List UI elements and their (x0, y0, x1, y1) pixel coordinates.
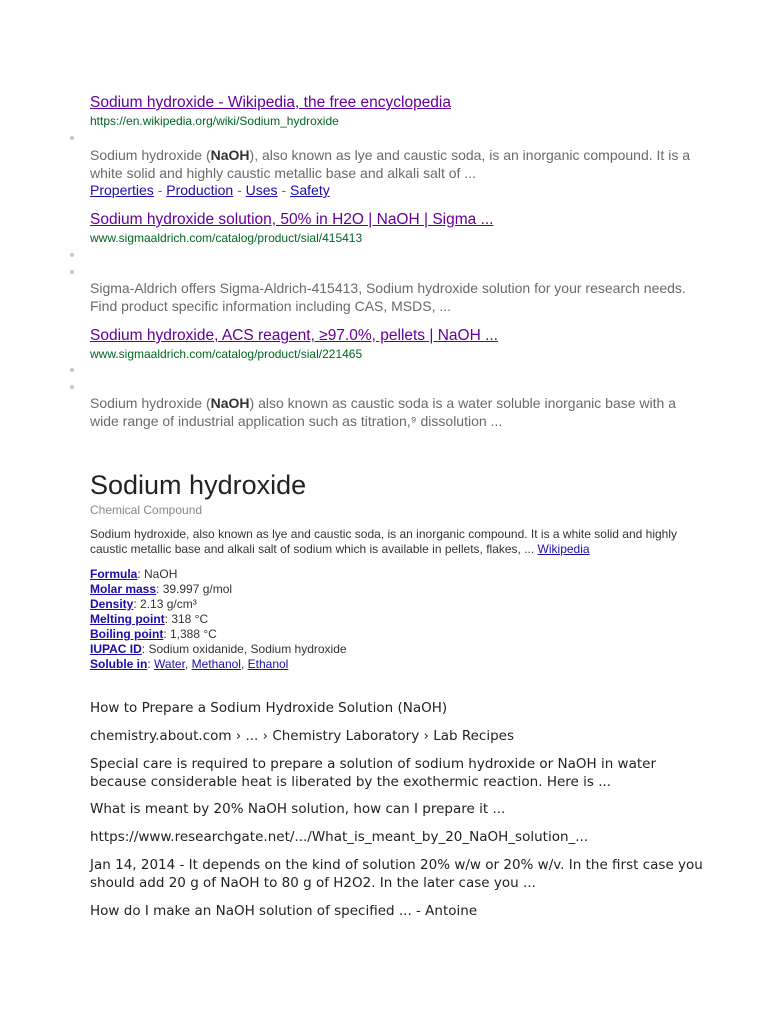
fact-value: 1,388 °C (169, 627, 217, 641)
fact-soluble-in (90, 657, 347, 672)
separator: - (153, 182, 167, 198)
knowledge-facts (90, 567, 347, 672)
fact-colon: : (141, 642, 149, 656)
wikipedia-source-link[interactable]: Wikipedia (537, 542, 590, 556)
plain-line-url-1: chemistry.about.com › ... › Chemistry Laboratory › Lab Recipes (90, 728, 515, 744)
fact-value: 2.13 g/cm³ (140, 597, 197, 611)
fact-colon: : (163, 627, 170, 641)
snippet-bold-term: NaOH (210, 395, 250, 411)
soluble-link-methanol[interactable]: Methanol (191, 657, 241, 671)
description-text: Sodium hydroxide, also known as lye and caustic soda, is an inorganic compound. It is a white solid and highly caustic metallic base and alkali salt of sodium which is available in pellets, flakes, ... (90, 527, 677, 556)
bullet (70, 270, 74, 274)
fact-colon: : (133, 597, 141, 611)
sublink-safety[interactable]: Safety (290, 182, 330, 198)
fact-melting-point (90, 612, 347, 627)
result-title-wikipedia[interactable]: Sodium hydroxide - Wikipedia, the free encyclopedia (90, 94, 451, 111)
fact-value: 39.997 g/mol (162, 582, 233, 596)
result-url-sigma-221465: www.sigmaaldrich.com/catalog/product/sial/221465 (90, 347, 363, 361)
result-snippet-wikipedia (90, 147, 690, 182)
sublink-properties[interactable]: Properties (90, 182, 154, 198)
fact-value: Sodium oxidanide, Sodium hydroxide (148, 642, 347, 656)
fact-key-molar-mass[interactable]: Molar mass (90, 582, 157, 596)
snippet-text: ) also known as caustic soda is a water soluble inorganic base with a wide range of industrial application such as titration,⁹ dissolution ... (90, 395, 676, 429)
soluble-link-ethanol[interactable]: Ethanol (247, 657, 289, 671)
snippet-text: ), also known as lye and caustic soda, is an inorganic compound. It is a white solid and highly caustic metallic base and alkali salt of ... (90, 147, 690, 181)
fact-colon: : (156, 582, 163, 596)
separator: - (233, 182, 246, 198)
knowledge-title: Sodium hydroxide (90, 470, 307, 500)
plain-line-title-1: How to Prepare a Sodium Hydroxide Solution (NaOH) (90, 700, 448, 716)
soluble-link-water[interactable]: Water (154, 657, 185, 671)
fact-formula (90, 567, 347, 582)
snippet-text: Sodium hydroxide ( (90, 395, 211, 411)
result-snippet-sigma-221465 (90, 395, 690, 430)
fact-key-boiling-point[interactable]: Boiling point (90, 627, 164, 641)
fact-value: NaOH (144, 567, 178, 581)
result-url-wikipedia: https://en.wikipedia.org/wiki/Sodium_hydroxide (90, 114, 339, 128)
fact-iupac-id (90, 642, 347, 657)
result-sublinks (90, 182, 330, 198)
plain-line-url-2: https://www.researchgate.net/.../What_is_meant_by_20_NaOH_solution_... (90, 829, 589, 845)
knowledge-description (90, 527, 690, 557)
fact-key-iupac-id[interactable]: IUPAC ID (90, 642, 142, 656)
fact-density (90, 597, 347, 612)
fact-key-melting-point[interactable]: Melting point (90, 612, 165, 626)
snippet-text: Sodium hydroxide ( (90, 147, 211, 163)
bullet (70, 385, 74, 389)
bullet (70, 253, 74, 257)
fact-key-soluble-in[interactable]: Soluble in (90, 657, 148, 671)
plain-line-snippet-2: Jan 14, 2014 - It depends on the kind of solution 20% w/w or 20% w/v. In the first case you should add 20 g of NaOH to 80 g of H2O2. In the later case you ... (90, 857, 703, 891)
fact-boiling-point (90, 627, 347, 642)
sublink-production[interactable]: Production (166, 182, 234, 198)
fact-key-formula[interactable]: Formula (90, 567, 138, 581)
result-url-sigma-415413: www.sigmaaldrich.com/catalog/product/sial/415413 (90, 231, 363, 245)
plain-line-title-3: How do I make an NaOH solution of specified ... - Antoine (90, 903, 478, 919)
bullet (70, 136, 74, 140)
separator: - (277, 182, 291, 198)
result-snippet-sigma-415413: Sigma-Aldrich offers Sigma-Aldrich-415413, Sodium hydroxide solution for your research needs. Find product specific information including CAS, MSDS, ... (90, 280, 686, 314)
result-title-sigma-415413[interactable]: Sodium hydroxide solution, 50% in H2O | NaOH | Sigma ... (90, 211, 494, 228)
fact-key-density[interactable]: Density (90, 597, 134, 611)
fact-colon: : (147, 657, 155, 671)
result-title-sigma-221465[interactable]: Sodium hydroxide, ACS reagent, ≥97.0%, pellets | NaOH ... (90, 327, 498, 344)
fact-value: 318 °C (171, 612, 209, 626)
fact-colon: : (137, 567, 145, 581)
plain-line-title-2: What is meant by 20% NaOH solution, how can I prepare it ... (90, 801, 506, 817)
fact-molar-mass (90, 582, 347, 597)
bullet (70, 368, 74, 372)
sublink-uses[interactable]: Uses (245, 182, 278, 198)
separator: , (184, 657, 192, 671)
knowledge-subtitle: Chemical Compound (90, 503, 203, 517)
separator: , (240, 657, 248, 671)
snippet-bold-term: NaOH (210, 147, 250, 163)
plain-line-snippet-1: Special care is required to prepare a solution of sodium hydroxide or NaOH in water because considerable heat is liberated by the exothermic reaction. Here is ... (90, 756, 657, 790)
fact-colon: : (164, 612, 172, 626)
